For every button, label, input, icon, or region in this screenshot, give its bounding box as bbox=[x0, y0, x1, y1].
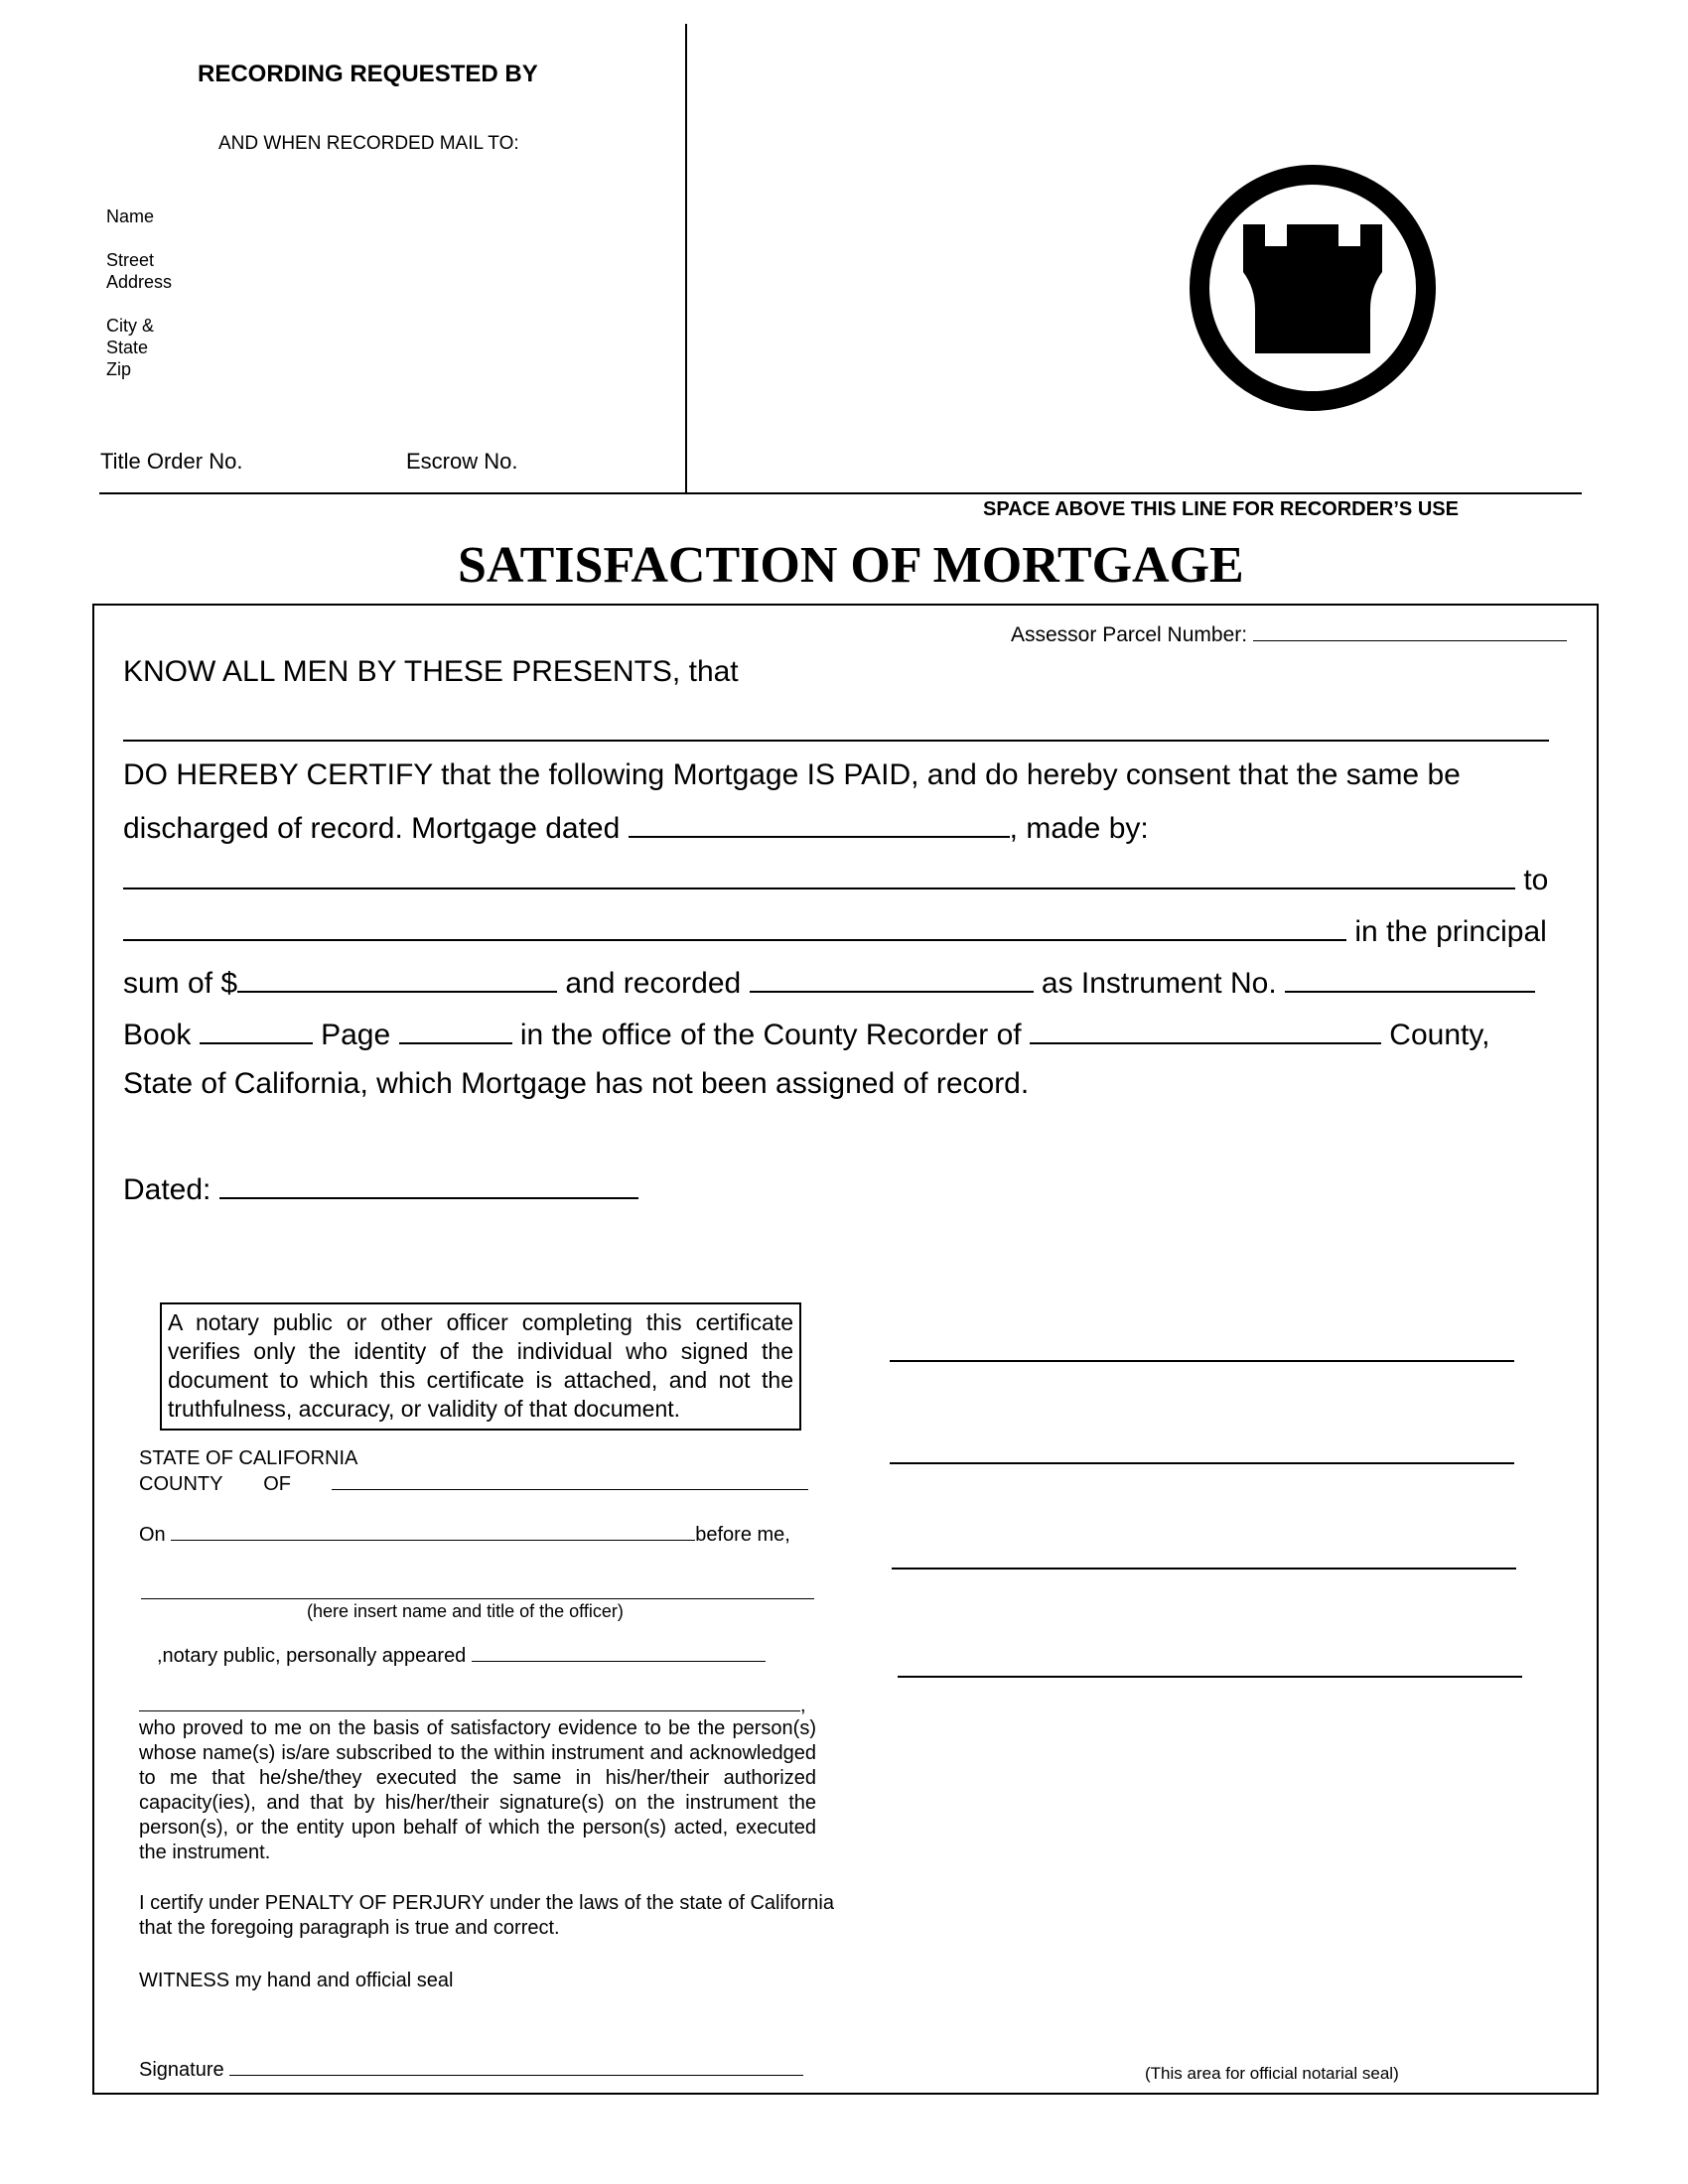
witness-label: WITNESS my hand and official seal bbox=[139, 1970, 454, 1991]
state-county-block bbox=[139, 1446, 808, 1497]
castle-tower-icon bbox=[1188, 163, 1438, 413]
city-label-line1: City & bbox=[106, 316, 155, 336]
of-word: OF bbox=[263, 1473, 291, 1495]
office-label: in the office of the County Recorder of bbox=[519, 1019, 1022, 1051]
city-state-zip-label bbox=[106, 315, 154, 380]
escrow-label: Escrow No. bbox=[406, 449, 518, 474]
sum-blank[interactable] bbox=[237, 965, 557, 993]
book-label: Book bbox=[123, 1019, 192, 1051]
instrument-number-blank[interactable] bbox=[1285, 965, 1535, 993]
recorded-date-blank[interactable] bbox=[750, 965, 1034, 993]
county-label: County, bbox=[1389, 1019, 1490, 1051]
street-label-line2: Address bbox=[106, 272, 173, 292]
page-blank[interactable] bbox=[399, 1017, 512, 1044]
county-row bbox=[139, 1471, 808, 1497]
appeared-row bbox=[157, 1643, 766, 1669]
dated-line bbox=[123, 1171, 638, 1207]
officer-name-blank[interactable] bbox=[141, 1598, 814, 1599]
person-name-row bbox=[139, 1693, 806, 1718]
officer-caption: (here insert name and title of the officer) bbox=[307, 1601, 624, 1621]
to-line bbox=[123, 913, 1547, 949]
mortgagee-blank[interactable] bbox=[123, 913, 1346, 941]
recording-requested-by: RECORDING REQUESTED BY bbox=[198, 61, 538, 87]
title-order-label: Title Order No. bbox=[100, 449, 243, 474]
county-word: COUNTY bbox=[139, 1473, 223, 1495]
book-page-line bbox=[123, 1017, 1489, 1052]
street-label bbox=[106, 249, 172, 293]
made-by-label: , made by: bbox=[1009, 812, 1149, 845]
state-label: STATE OF CALIFORNIA bbox=[139, 1447, 358, 1469]
mortgagee-name-blank[interactable] bbox=[123, 740, 1549, 742]
document-title: SATISFACTION OF MORTGAGE bbox=[458, 537, 1244, 594]
to-label: to bbox=[1523, 864, 1549, 896]
proved-paragraph: who proved to me on the basis of satisfactory evidence to be the person(s) whose name(s) is/are subscribed to the within instrument and acknowledged to me that he/she/they executed the same in his/her/their authorized capacity(ies), and that by his/her/their signature(s) on the instrument the person(s), or the entity upon behalf of which the person(s) acted, executed the instrument. bbox=[139, 1717, 816, 1863]
know-all-men-line: KNOW ALL MEN BY THESE PRESENTS, that bbox=[123, 655, 739, 688]
signature-row bbox=[139, 2058, 803, 2083]
name-label: Name bbox=[106, 206, 155, 226]
sum-line bbox=[123, 965, 1535, 1001]
city-label-line3: Zip bbox=[106, 359, 132, 379]
principal-label: in the principal bbox=[1354, 915, 1547, 948]
recorder-use-line bbox=[99, 492, 1582, 494]
certify-paragraph: I certify under PENALTY OF PERJURY under the laws of the state of California that the foregoing paragraph is true and correct. bbox=[139, 1892, 834, 1939]
signature-label: Signature bbox=[139, 2059, 224, 2081]
dated-label: Dated: bbox=[123, 1173, 211, 1206]
mortgage-dated-label: discharged of record. Mortgage dated bbox=[123, 812, 621, 845]
recorder-use-label: SPACE ABOVE THIS LINE FOR RECORDER’S USE bbox=[983, 498, 1459, 520]
assessor-parcel-blank[interactable] bbox=[1253, 622, 1567, 641]
before-me-label: before me, bbox=[695, 1524, 790, 1546]
comma: , bbox=[800, 1695, 806, 1716]
mortgage-dated-line bbox=[123, 810, 1149, 846]
dated-blank[interactable] bbox=[219, 1171, 638, 1199]
notary-signature-blank[interactable] bbox=[229, 2063, 803, 2076]
instrument-label: as Instrument No. bbox=[1041, 967, 1277, 1000]
made-by-line bbox=[123, 862, 1548, 897]
signer-line-3[interactable] bbox=[892, 1568, 1516, 1570]
notary-date-blank[interactable] bbox=[171, 1522, 695, 1541]
recorded-label: and recorded bbox=[565, 967, 742, 1000]
sum-label: sum of $ bbox=[123, 967, 238, 1000]
on-before-me-row bbox=[139, 1522, 790, 1548]
state-line: State of California, which Mortgage has not been assigned of record. bbox=[123, 1067, 1030, 1100]
notarial-seal-area-label: (This area for official notarial seal) bbox=[1145, 2064, 1399, 2083]
assessor-parcel-row bbox=[1011, 622, 1567, 647]
on-label: On bbox=[139, 1524, 166, 1546]
mortgagor-blank[interactable] bbox=[123, 862, 1515, 889]
county-blank[interactable] bbox=[1030, 1017, 1381, 1044]
city-label-line2: State bbox=[106, 338, 149, 357]
appeared-label: ,notary public, personally appeared bbox=[157, 1645, 467, 1667]
certify-line: DO HEREBY CERTIFY that the following Mortgage IS PAID, and do hereby consent that the same be bbox=[123, 758, 1461, 791]
notary-county-blank[interactable] bbox=[332, 1471, 808, 1490]
page-label: Page bbox=[321, 1019, 391, 1051]
street-label-line1: Street bbox=[106, 250, 155, 270]
person-name-blank[interactable] bbox=[139, 1693, 800, 1711]
appeared-blank[interactable] bbox=[472, 1643, 766, 1662]
header-divider-vertical bbox=[685, 24, 687, 492]
notary-notice-box: A notary public or other officer completing this certificate verifies only the identity of the individual who signed the document to which this certificate is attached, and not the truthfulness, accuracy, or validity of that document. bbox=[160, 1302, 801, 1431]
signer-line-1[interactable] bbox=[890, 1360, 1514, 1362]
signer-line-4[interactable] bbox=[898, 1676, 1522, 1678]
mail-to-label: AND WHEN RECORDED MAIL TO: bbox=[218, 133, 519, 154]
mortgage-date-blank[interactable] bbox=[629, 810, 1010, 838]
signer-line-2[interactable] bbox=[890, 1462, 1514, 1464]
book-blank[interactable] bbox=[200, 1017, 313, 1044]
assessor-parcel-label: Assessor Parcel Number: bbox=[1011, 623, 1248, 646]
